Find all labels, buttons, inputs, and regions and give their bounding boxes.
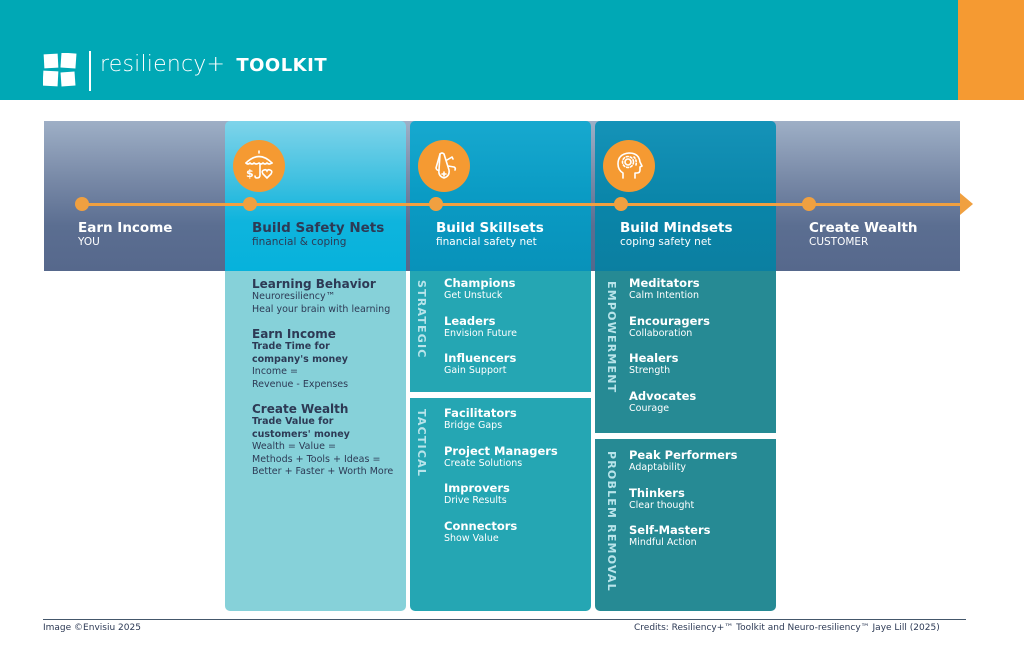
header-bar [0, 0, 958, 100]
role-title: Healers [629, 351, 679, 365]
stage-title: Create Wealth [809, 220, 918, 236]
timeline-dot-skillsets [429, 197, 443, 211]
stage-build-mindsets [620, 220, 733, 249]
head-gear-icon [603, 140, 655, 192]
role-subtitle: Gain Support [444, 365, 507, 376]
empowerment-roles [629, 277, 710, 427]
role-subtitle: Show Value [444, 532, 499, 544]
tactical-label: TACTICAL [415, 409, 428, 478]
block-text: Neuroresiliency™ [252, 291, 336, 302]
timeline-line [82, 203, 962, 206]
footer-divider [43, 619, 966, 620]
stage-subtitle: YOU [78, 236, 100, 248]
timeline-dot-safety-nets [243, 197, 257, 211]
block-emphasis: Trade Time for [252, 341, 330, 352]
learning-behavior-block [252, 277, 402, 316]
image-copyright: Image ©Envisiu 2025 [43, 623, 141, 633]
stage-subtitle: coping safety net [620, 236, 712, 248]
role-item [629, 487, 737, 512]
problem-removal-label: PROBLEM REMOVAL [605, 451, 618, 592]
role-item [444, 277, 517, 302]
role-title: Advocates [629, 388, 697, 403]
role-item [629, 352, 710, 377]
role-subtitle: Mindful Action [629, 537, 697, 548]
role-title: Connectors [444, 518, 518, 533]
block-title: Create Wealth [252, 402, 349, 416]
block-text: Better + Faster + Worth More [252, 466, 394, 477]
role-subtitle: Calm Intention [629, 290, 699, 301]
role-subtitle: Courage [629, 402, 670, 414]
role-title: Peak Performers [629, 448, 738, 462]
header-orange-accent [958, 0, 1024, 100]
role-title: Facilitators [444, 406, 517, 420]
stage-subtitle: CUSTOMER [809, 236, 869, 248]
stage-title: Build Safety Nets [252, 220, 385, 236]
timeline-dot-mindsets [614, 197, 628, 211]
block-text: Income = [252, 366, 298, 377]
role-item [444, 407, 558, 432]
role-title: Leaders [444, 313, 496, 328]
brand-title [100, 52, 327, 77]
credits: Credits: Resiliency+™ Toolkit and Neuro-resiliency™ Jaye Lill (2025) [634, 623, 940, 633]
role-item [629, 277, 710, 302]
role-subtitle: Clear thought [629, 499, 695, 511]
stage-subtitle: financial safety net [436, 236, 537, 248]
brand-name: resiliency+ [100, 52, 226, 77]
brand-suffix: TOOLKIT [236, 55, 328, 76]
timeline-arrow-icon [960, 193, 973, 215]
role-item [444, 315, 517, 340]
role-subtitle: Create Solutions [444, 457, 523, 469]
block-title: Learning Behavior [252, 277, 376, 291]
role-subtitle: Drive Results [444, 495, 507, 506]
role-title: Improvers [444, 481, 510, 495]
role-title: Encouragers [629, 313, 710, 328]
stage-create-wealth [809, 220, 918, 249]
role-title: Self-Masters [629, 523, 711, 537]
role-item [444, 482, 558, 507]
safety-nets-content [252, 277, 402, 490]
role-subtitle: Adaptability [629, 462, 687, 473]
logo-divider [89, 51, 91, 91]
role-subtitle: Envision Future [444, 327, 517, 339]
block-text: Methods + Tools + Ideas = [252, 453, 381, 465]
strategic-label: STRATEGIC [415, 280, 428, 359]
block-emphasis: Trade Value for [252, 416, 334, 427]
role-subtitle: Bridge Gaps [444, 420, 503, 431]
problem-removal-roles [629, 449, 737, 562]
role-item [629, 315, 710, 340]
timeline-dot-create-wealth [802, 197, 816, 211]
stage-earn-income [78, 220, 172, 249]
stage-title: Build Skillsets [436, 220, 544, 236]
role-item [444, 520, 558, 545]
role-subtitle: Get Unstuck [444, 290, 503, 301]
role-subtitle: Strength [629, 365, 671, 376]
empowerment-label: EMPOWERMENT [605, 281, 618, 394]
block-text: Wealth = Value = [252, 441, 336, 452]
block-title: Earn Income [252, 327, 336, 341]
tactical-roles [444, 407, 558, 557]
stage-build-safety-nets [252, 220, 384, 249]
create-wealth-block [252, 402, 402, 479]
role-title: Influencers [444, 351, 517, 365]
stage-title: Earn Income [78, 220, 173, 236]
stage-title: Build Mindsets [620, 220, 733, 236]
logo-icon [43, 53, 77, 87]
block-emphasis: customers' money [252, 428, 350, 440]
umbrella-money-heart-icon [233, 140, 285, 192]
timeline-dot-earn-income [75, 197, 89, 211]
role-item [629, 449, 737, 474]
role-title: Champions [444, 276, 516, 290]
role-subtitle: Collaboration [629, 327, 693, 339]
block-emphasis: company's money [252, 353, 348, 365]
role-item [444, 352, 517, 377]
stage-build-skillsets [436, 220, 544, 249]
stage-subtitle: financial & coping [252, 236, 347, 248]
multitool-icon [418, 140, 470, 192]
role-title: Meditators [629, 276, 700, 290]
role-item [444, 445, 558, 470]
role-title: Project Managers [444, 443, 558, 458]
role-title: Thinkers [629, 485, 685, 500]
svg-text:$: $ [246, 167, 254, 180]
block-text: Revenue - Expenses [252, 378, 349, 390]
block-text: Heal your brain with learning [252, 303, 391, 315]
role-item [629, 390, 710, 415]
strategic-roles [444, 277, 517, 390]
earn-income-block [252, 327, 402, 391]
role-item [629, 524, 737, 549]
